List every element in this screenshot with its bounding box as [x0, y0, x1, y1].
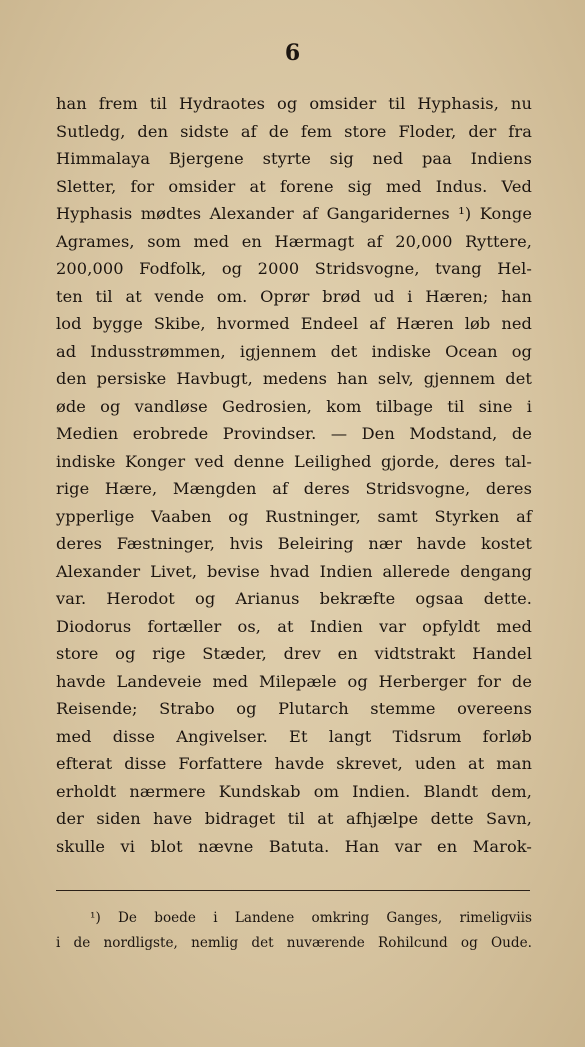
text-line: Reisende; Strabo og Plutarch stemme overeens [56, 699, 532, 718]
text-line: der siden have bidraget til at afhjælpe dette Savn, [56, 809, 532, 828]
text-line: øde og vandløse Gedrosien, kom tilbage til sine i [56, 396, 532, 416]
text-line: store og rige Stæder, drev en vidtstrakt Handel [56, 644, 532, 663]
text-line: ten til at vende om. Oprør brød ud i Hæren; han [56, 286, 532, 306]
body-text [56, 90, 532, 860]
text-line: var. Herodot og Arianus bekræfte ogsaa dette. [56, 589, 532, 608]
text-line: skulle vi blot nævne Batuta. Han var en Marok- [56, 836, 532, 856]
text-line: Agrames, som med en Hærmagt af 20,000 Ryttere, [56, 231, 532, 251]
text-line: lod bygge Skibe, hvormed Endeel af Hæren løb ned [56, 314, 532, 333]
text-line: ad Indusstrømmen, igjennem det indiske Ocean og [56, 341, 532, 361]
text-line: Hyphasis mødtes Alexander af Gangaridernes ¹) Konge [56, 204, 532, 223]
text-line: havde Landeveie med Milepæle og Herberger for de [56, 671, 532, 691]
footnote [56, 906, 532, 956]
text-line: indiske Konger ved denne Leilighed gjorde, deres tal- [56, 451, 532, 471]
text-line: Himmalaya Bjergene styrte sig ned paa Indiens [56, 149, 532, 168]
text-line: han frem til Hydraotes og omsider til Hyphasis, nu [56, 94, 532, 113]
text-line: Diodorus fortæller os, at Indien var opfyldt med [56, 616, 532, 636]
text-line: Alexander Livet, bevise hvad Indien allerede dengang [56, 561, 532, 581]
text-line: erholdt nærmere Kundskab om Indien. Blandt dem, [56, 781, 532, 801]
text-line: Medien erobrede Provindser. — Den Modstand, de [56, 424, 532, 443]
text-line: Sutledg, den sidste af de fem store Floder, der fra [56, 121, 532, 141]
footnote-line: i de nordligste, nemlig det nuværende Rohilcund og Oude. [56, 935, 532, 951]
text-line: med disse Angivelser. Et langt Tidsrum forløb [56, 726, 532, 746]
text-line: 200,000 Fodfolk, og 2000 Stridsvogne, tvang Hel- [56, 259, 532, 278]
page-number: 6 [284, 40, 301, 66]
text-line: den persiske Havbugt, medens han selv, gjennem det [56, 369, 532, 388]
text-line: Sletter, for omsider at forene sig med Indus. Ved [56, 176, 532, 196]
text-line: deres Fæstninger, hvis Beleiring nær havde kostet [56, 534, 532, 553]
text-line: rige Hære, Mængden af deres Stridsvogne, deres [56, 479, 532, 498]
text-line: ypperlige Vaaben og Rustninger, samt Styrken af [56, 506, 532, 526]
footnote-divider [56, 890, 530, 891]
text-line: efterat disse Forfattere havde skrevet, uden at man [56, 754, 532, 773]
footnote-line: ¹) De boede i Landene omkring Ganges, rimeligviis [90, 910, 532, 926]
